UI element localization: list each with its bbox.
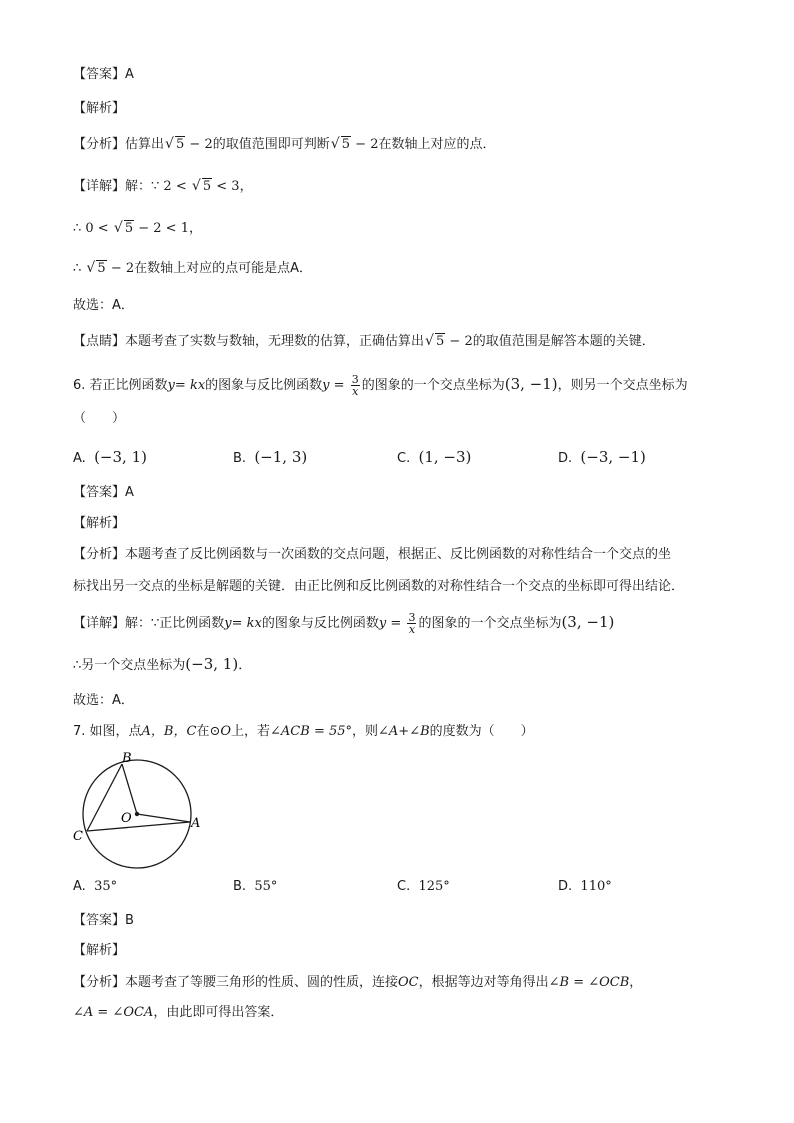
q5-choose: 故选：A． xyxy=(73,298,134,313)
q6-option-b: B. (−1, 3) xyxy=(233,448,308,466)
sqrt-symbol: √ 5 xyxy=(86,260,106,278)
q7-option-a: A. 35° xyxy=(73,879,118,894)
sqrt-symbol: √ 5 xyxy=(425,333,445,351)
q7-answer: 【答案】B xyxy=(73,913,134,928)
q6-answer: 【答案】A xyxy=(73,485,134,500)
label-a: A xyxy=(191,816,201,831)
circle-figure xyxy=(70,750,210,875)
q7-stem: 7. 如图，点A，B，C在⊙O上，若∠ACB = 55°，则∠A+∠B的度数为（ ） xyxy=(73,724,534,739)
q5-therefore-2: ∴ √ 5 − 2在数轴上对应的点可能是点A． xyxy=(73,260,312,278)
segment-ob xyxy=(122,764,137,814)
q5-answer: 【答案】A xyxy=(73,67,134,82)
label-o: O xyxy=(121,811,132,826)
q5-therefore-1: ∴ 0 < √ 5 − 2 < 1， xyxy=(73,220,202,238)
q7-option-b: B. 55° xyxy=(233,879,278,894)
center-point xyxy=(135,812,139,816)
q6-option-c: C. (1, −3) xyxy=(397,448,472,466)
q5-analysis-tag: 【解析】 xyxy=(73,101,126,116)
q7-fenxi-1: 【分析】本题考查了等腰三角形的性质、圆的性质，连接OC，根据等边对等角得出∠B = ∠OCB， xyxy=(73,975,643,990)
q6-fenxi-1: 【分析】本题考查了反比例函数与一次函数的交点问题，根据正、反比例函数的对称性结合一个交点的坐 xyxy=(73,547,672,562)
q6-analysis-tag: 【解析】 xyxy=(73,516,126,531)
q6-other-point: ∴另一个交点坐标为(−3, 1)． xyxy=(73,655,252,673)
segment-cb xyxy=(87,764,122,831)
q6-option-a: A. (−3, 1) xyxy=(73,448,147,466)
q7-option-c: C. 125° xyxy=(397,879,450,894)
sqrt-symbol: √ 5 xyxy=(114,220,134,238)
sqrt-symbol: √ 5 xyxy=(192,178,212,196)
q6-fenxi-2: 标找出另一交点的坐标是解题的关键．由正比例和反比例函数的对称性结合一个交点的坐标即可得出结论． xyxy=(73,579,685,594)
label-c: C xyxy=(73,829,83,844)
q5-fenxi: 【分析】估算出√ 5 − 2的取值范围即可判断√ 5 − 2在数轴上对应的点． xyxy=(73,136,495,154)
q6-blank: （ ） xyxy=(73,411,126,426)
q5-detail: 【详解】解：∵ 2 < √ 5 < 3， xyxy=(73,178,253,196)
sqrt-symbol: √ 5 xyxy=(165,136,185,154)
q7-fenxi-2: ∠A = ∠OCA，由此即可得出答案． xyxy=(73,1005,284,1020)
q5-dianjing: 【点睛】本题考查了实数与数轴，无理数的估算，正确估算出√ 5 − 2的取值范围是解答本题的关键． xyxy=(73,333,655,351)
fraction-3-over-x: $\frac{3}{x}$ xyxy=(351,373,359,398)
fraction-3-over-x: $\frac{3}{x}$ xyxy=(408,611,416,636)
sqrt-symbol: √ 5 xyxy=(331,136,351,154)
label-b: B xyxy=(122,751,132,766)
segment-oa xyxy=(137,814,190,822)
q6-choose: 故选：A． xyxy=(73,693,134,708)
q7-option-d: D. 110° xyxy=(558,879,612,894)
q6-stem: 6. 若正比例函数y= kx的图象与反比例函数y = $\frac{3}{x}$ 的图象的一个交点坐标为(3, −1)，则另一个交点坐标为 xyxy=(73,373,688,398)
q7-analysis-tag: 【解析】 xyxy=(73,943,126,958)
q6-detail: 【详解】解：∵正比例函数y= kx的图象与反比例函数y = $\frac{3}{x}$ 的图象的一个交点坐标为(3, −1) xyxy=(73,611,615,636)
q6-option-d: D. (−3, −1) xyxy=(558,448,646,466)
segment-ca xyxy=(87,822,190,831)
